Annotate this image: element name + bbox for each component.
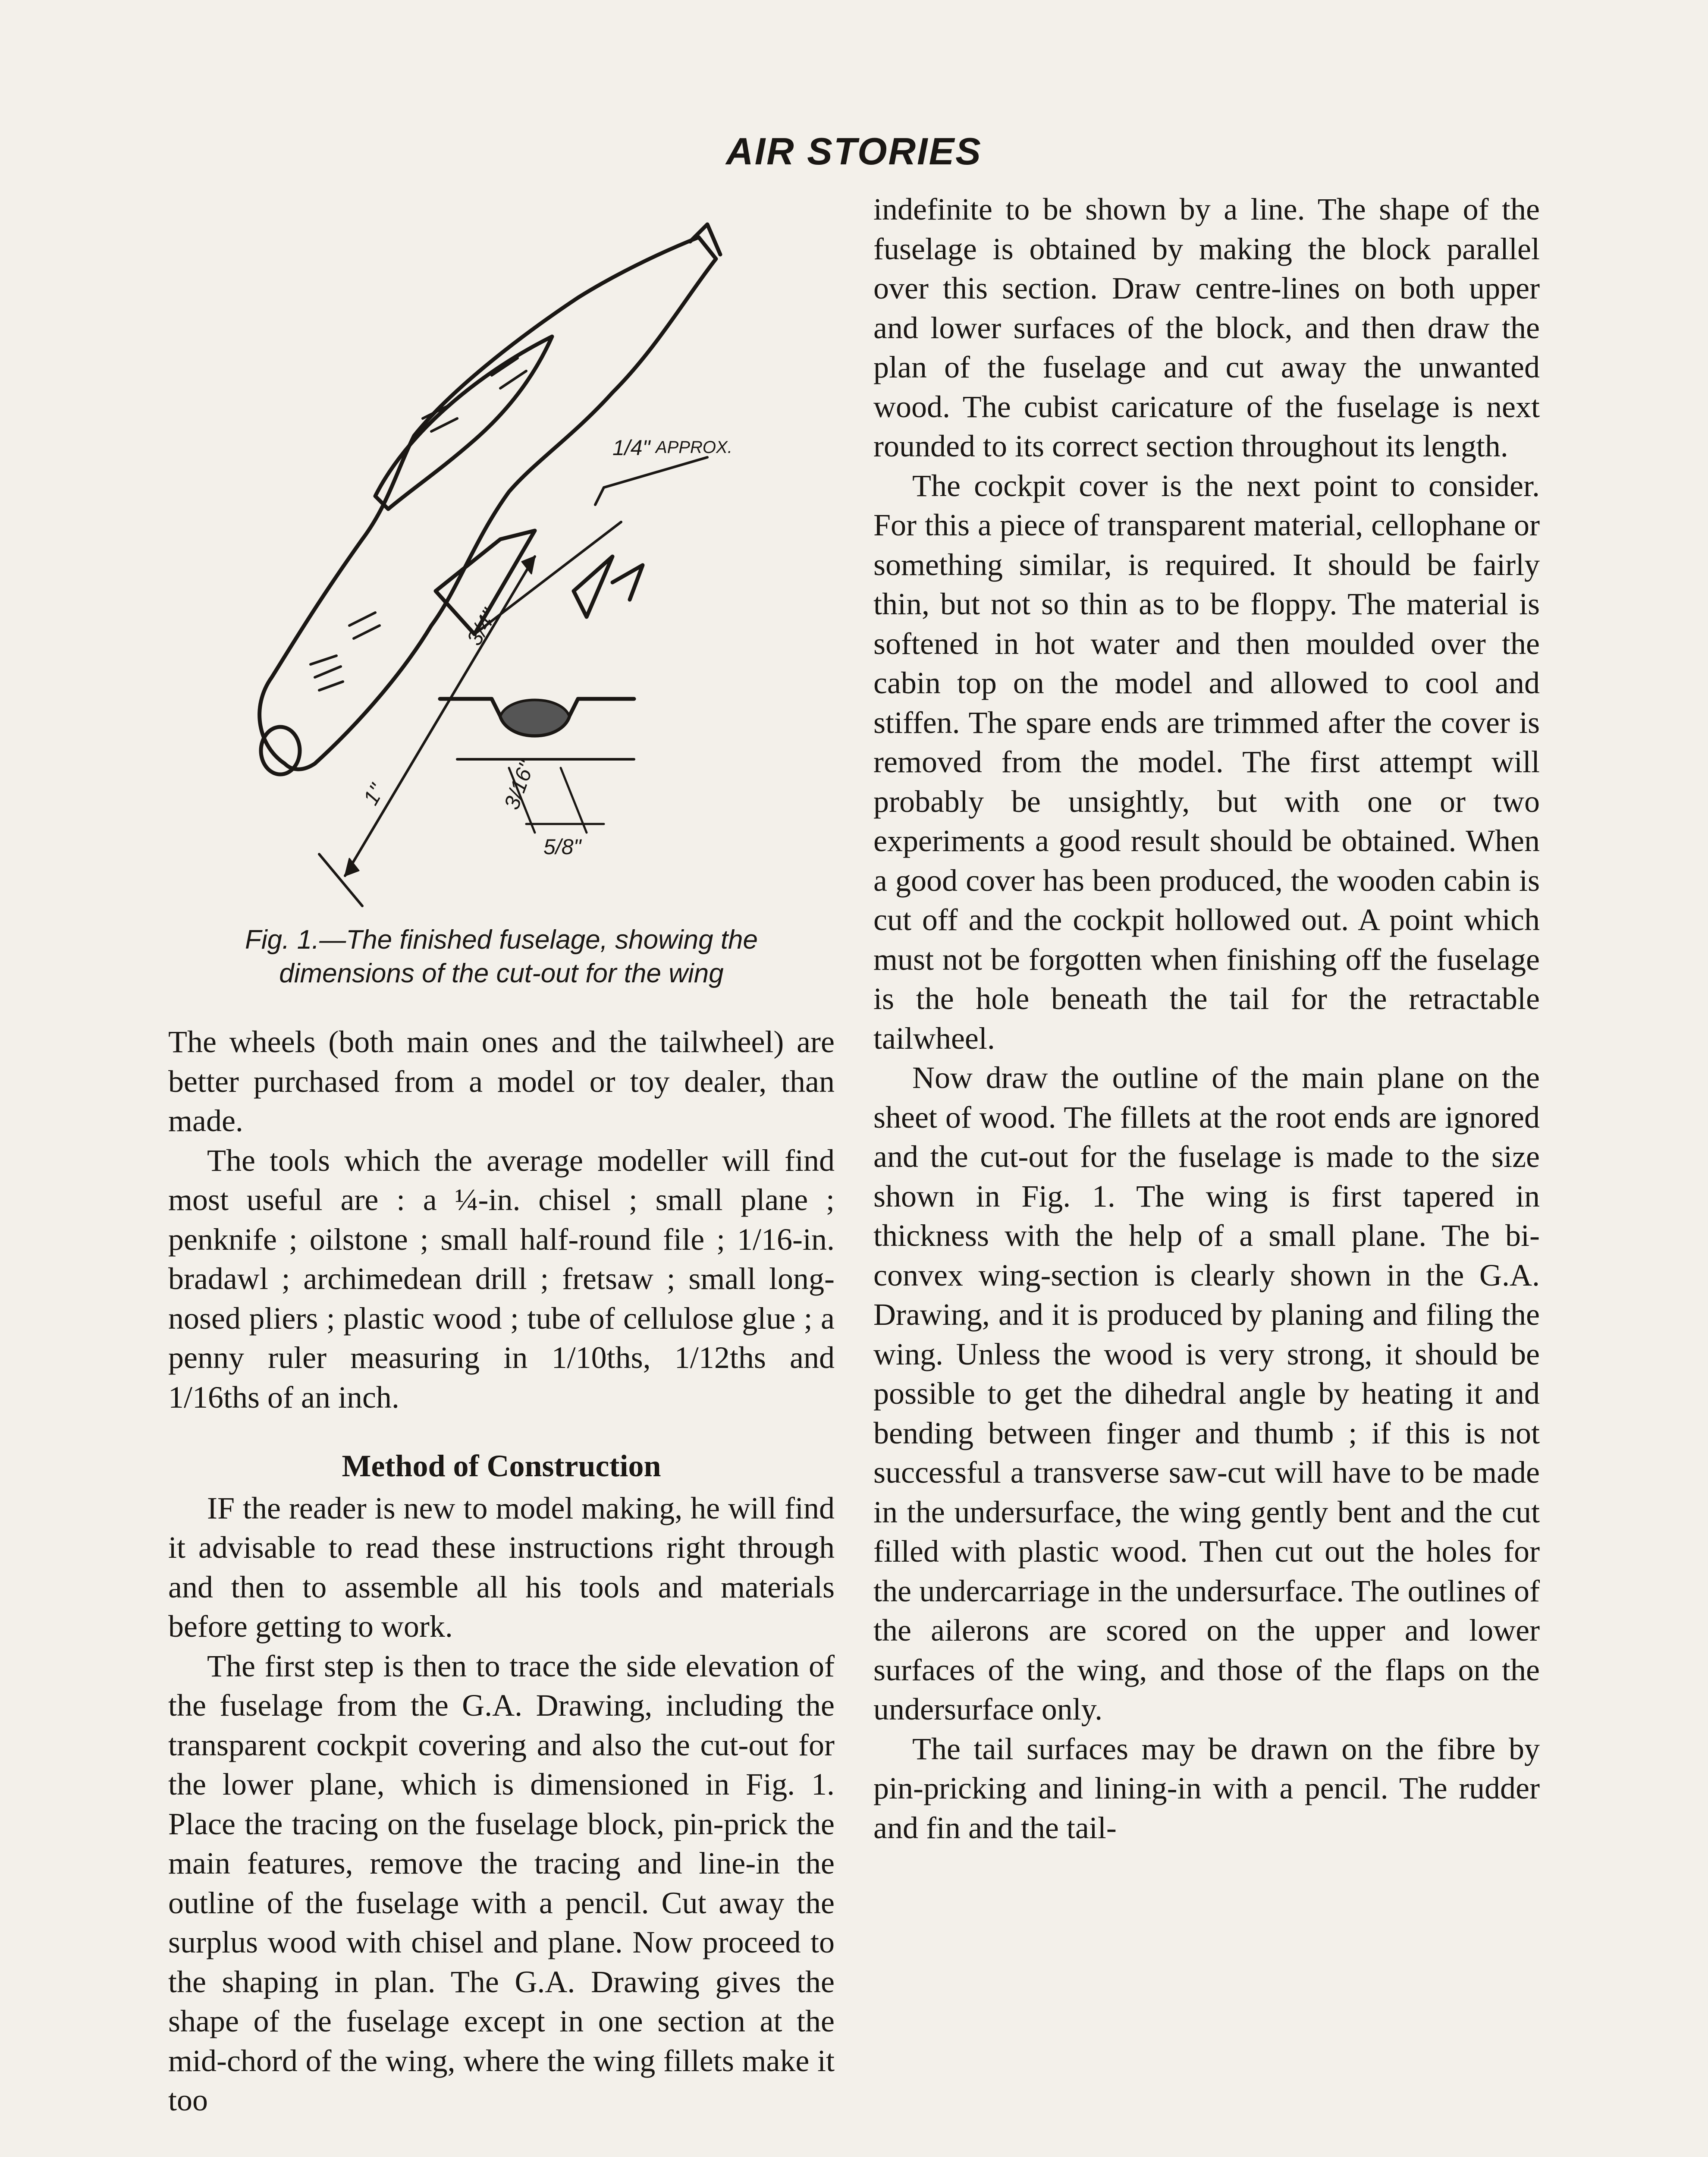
tail-tip <box>690 224 720 255</box>
fuselage-outline <box>260 237 716 769</box>
fuselage-drawing <box>233 211 794 910</box>
paragraph-wheels: The wheels (both main ones and the tailwheel) are better purchased from a model or toy dealer, than made. <box>168 1025 835 1138</box>
dim-three-sixteenth: 3/16" <box>499 758 539 813</box>
paragraph-cockpit-cover: The cockpit cover is the next point to consider. For this a piece of transparent material, cellophane or something similar, is required. It should be fairly thin, but not so thin as to be floppy. The material is softened in hot water and then moulded over the cabin top on the model and allowed to cool and stiffen. The spare ends are trimmed after the cover is removed from the model. The first attempt will probably be unsightly, but with one or two experiments a good result should be obtained. When a good cover has been produced, the wooden cabin is cut off and the cockpit hollowed out. A point which must not be forgotten when finishing off the fuselage is the hole beneath the tail for the retractable tailwheel. <box>873 468 1540 1056</box>
section-heading: Method of Construction <box>342 1449 661 1483</box>
paragraph-tools: The tools which the average modeller will find most useful are : a ¼-in. chisel ; small plane ; penknife ; oilstone ; small half-round file ; 1/16-in. bradawl ; archimedean drill ; fretsaw ; small long-nosed pliers ; plastic wood ; tube of cellulose glue ; a penny ruler measuring in 1/10ths, 1/12ths and 1/16ths of an inch. <box>168 1143 835 1415</box>
paragraph-main-plane: Now draw the outline of the main plane on the sheet of wood. The fillets at the root ends are ignored and the cut-out for the fuselage is made to the size shown in Fig. 1. The wing is first tapered in thickness with the help of a small plane. The bi-convex wing-section is clearly shown in the G.A. Drawing, and it is produced by planing and filing the wing. Unless the wood is very strong, it should be possible to get the dihedral angle by heating it and bending between finger and thumb ; if this is not successful a transverse saw-cut will have to be made in the undersurface, the wing gently bent and the cut filled with plastic wood. Then cut out the holes for the undercarriage in the undersurface. The outlines of the ailerons are scored on the upper and lower surfaces of the wing, and those of the flaps on the undersurface only. <box>873 1060 1540 1726</box>
canopy <box>375 336 552 509</box>
paragraph-continued: indefinite to be shown by a line. The shape of the fuselage is obtained by making the block parallel over this section. Draw centre-lines on both upper and lower surfaces of the block, and then draw the plan of the fuselage and cut away the unwanted wood. The cubist caricature of the fuselage is next rounded to its correct section throughout its length. <box>873 192 1540 463</box>
figure-caption <box>168 923 835 990</box>
dim-three-quarter: 3/4" <box>462 604 502 650</box>
caption-line-1: Fig. 1.—The finished fuselage, showing the <box>245 925 758 955</box>
dim-approx: APPROX. <box>656 438 732 457</box>
dim-one: 1" <box>358 780 389 809</box>
paragraph-first-step: The first step is then to trace the side elevation of the fuselage from the G.A. Drawing, including the transparent cockpit covering and also the cut-out for the lower plane, which is dimensioned in Fig. 1. Place the tracing on the fuselage block, pin-prick the main features, remove the tracing and line-in the outline of the fuselage with a pencil. Cut away the surplus wood with chisel and plane. Now proceed to the shaping in plan. The G.A. Drawing gives the shape of the fuselage except in one section at the mid-chord of the wing, where the wing fillets make it too <box>168 1648 835 2117</box>
right-column <box>873 190 1540 1848</box>
paragraph-tail-surfaces: The tail surfaces may be drawn on the fibre by pin-pricking and lining-in with a pencil. The rudder and fin and the tail- <box>873 1731 1540 1845</box>
caption-line-2: dimensions of the cut-out for the wing <box>279 959 724 988</box>
left-column <box>168 1022 835 2120</box>
figure-fuselage <box>168 203 835 988</box>
running-head: AIR STORIES <box>726 130 982 173</box>
dim-quarter: 1/4" <box>612 436 650 460</box>
cutout-detail <box>574 557 612 617</box>
nose-spinner <box>261 727 300 774</box>
dim-five-eighth: 5/8" <box>543 835 581 859</box>
paragraph-intro: IF the reader is new to model making, he will find it advisable to read these instructions right through and then to assemble all his tools and materials before getting to work. <box>168 1490 835 1644</box>
